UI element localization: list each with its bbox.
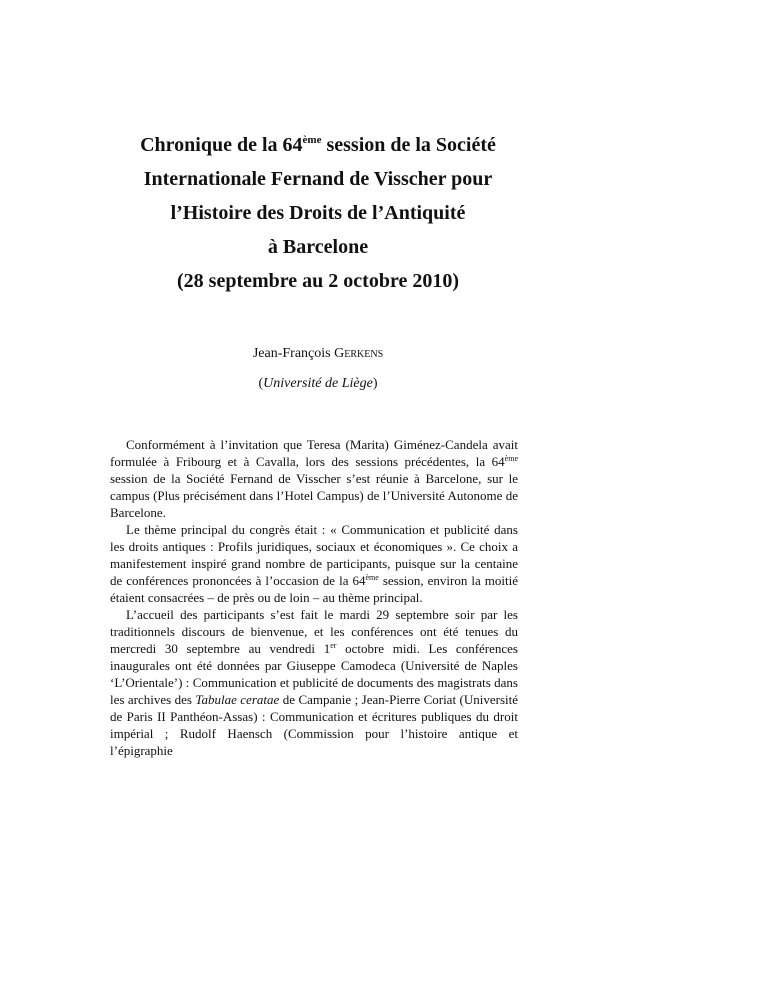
title-line-3: l’Histoire des Droits de l’Antiquité (170, 202, 466, 224)
author-name: Jean-François Gerkens (252, 346, 384, 361)
paragraph-2: Le thème principal du congrès était : « Communication et publicité dans les droits antiques : Profils juridiques, sociaux et économiques ». Ce choix a manifestement inspiré grand nombre de participants, puisque sur la centaine de conférences prononcées à l’occasion de la 64ème session, environ la moitié étaient consacrées – de près ou de loin – au thème principal. (110, 522, 518, 605)
paragraph-3: L’accueil des participants s’est fait le mardi 29 septembre soir par les traditionnels discours de bienvenue, et les conférences ont été tenues du mercredi 30 septembre au vendredi 1er octobre midi. Les conférences inaugurales ont été données par Giuseppe Camodeca (Université de Naples ‘L’Orientale’) : Communication et publicité de documents des magistrats dans les archives des Tabulae ceratae de Campanie ; Jean-Pierre Coriat (Université de Paris II Panthéon-Assas) : Communication et écritures publiques du droit impérial ; Rudolf Haensch (Commission pour l’histoire antique et l’épigraphie (110, 607, 518, 758)
title-line-4: à Barcelone (267, 236, 369, 258)
title-superscript: ème (302, 134, 322, 146)
document-title (108, 128, 528, 298)
paragraph-1: Conformément à l’invitation que Teresa (Marita) Giménez-Candela avait formulée à Fribourg et à Cavalla, lors des sessions précédentes, la 64ème session de la Société Fernand de Visscher s’est réunie à Barcelone, sur le campus (Plus précisément dans l’Hotel Campus) de l’Université Autonome de Barcelone. (110, 437, 518, 520)
title-line-1: Chronique de la 64ème session de la Société (140, 134, 496, 156)
title-line-5: (28 septembre au 2 octobre 2010) (177, 270, 459, 292)
title-line-2: Internationale Fernand de Visscher pour (143, 168, 493, 190)
body-text (110, 436, 518, 759)
author-block (108, 344, 528, 394)
author-affiliation: (Université de Liège) (258, 376, 378, 391)
